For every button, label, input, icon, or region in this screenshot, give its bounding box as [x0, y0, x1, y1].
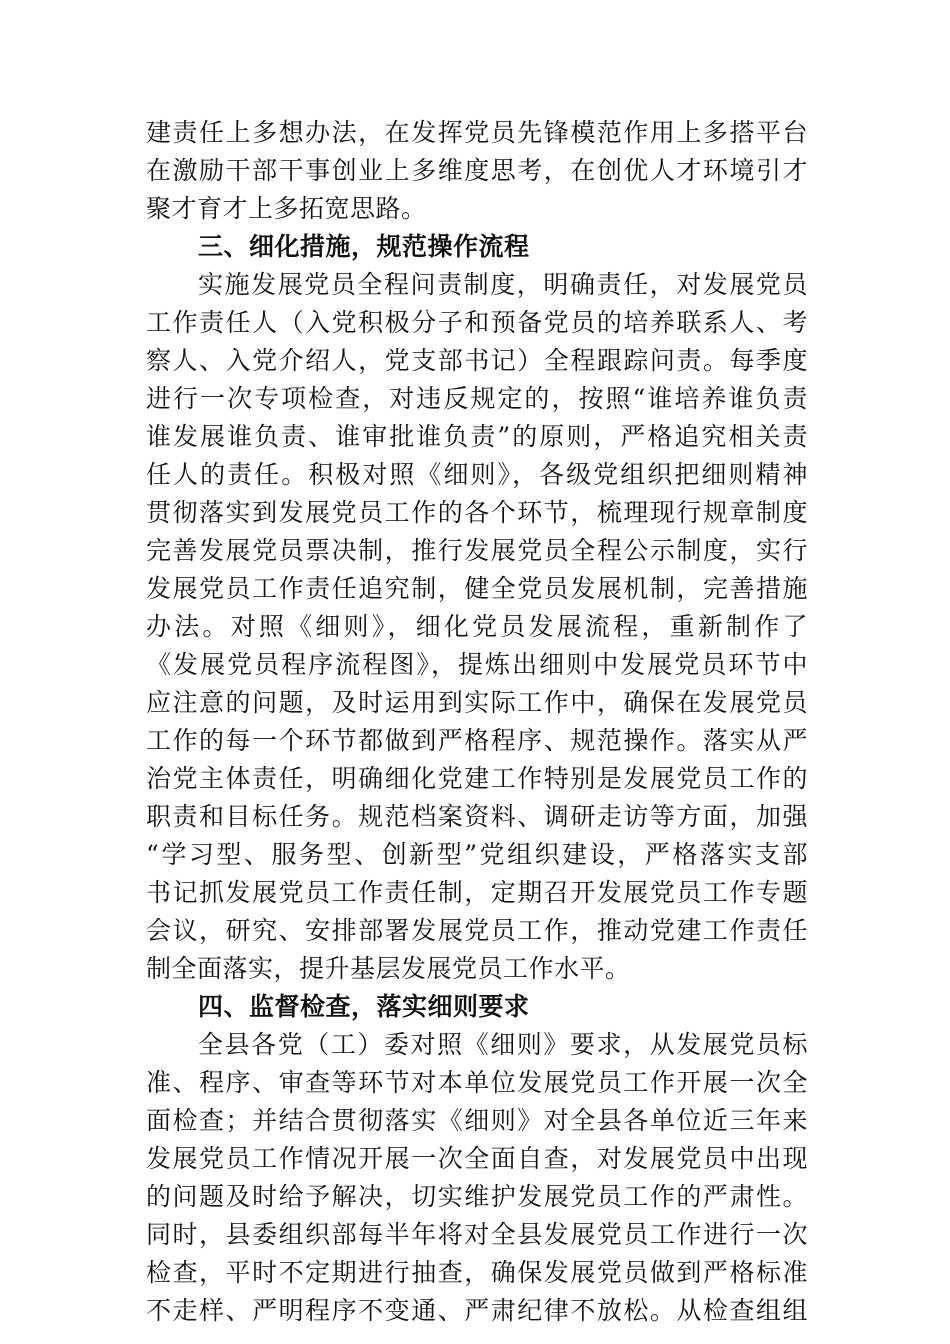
text-line: 检查，平时不定期进行抽查，确保发展党员做到严格标准: [146, 1258, 808, 1287]
text-line: 全县各党（工）委对照《细则》要求，从发展党员标: [198, 1030, 808, 1059]
text-line: 制全面落实，提升基层发展党员工作水平。: [146, 954, 631, 983]
text-line: 书记抓发展党员工作责任制，定期召开发展党员工作专题: [146, 878, 808, 907]
document-page: [146, 114, 808, 1330]
text-line: 不走样、严明程序不变通、严肃纪律不放松。从检查组组: [146, 1296, 808, 1325]
text-line: 进行一次专项检查，对违反规定的，按照“谁培养谁负责: [146, 384, 808, 413]
text-line: 任人的责任。积极对照《细则》，各级党组织把细则精神: [146, 460, 808, 489]
intro-paragraph: [146, 114, 808, 228]
text-line: 发展党员工作情况开展一次全面自查，对发展党员中出现: [146, 1144, 808, 1173]
text-line: 工作的每一个环节都做到严格程序、规范操作。落实从严: [146, 726, 808, 755]
section-4-heading: 四、监督检查，落实细则要求: [198, 992, 530, 1021]
section-3-heading: 三、细化措施，规范操作流程: [198, 232, 530, 261]
text-line: 面检查；并结合贯彻落实《细则》对全县各单位近三年来: [146, 1106, 808, 1135]
section-3-paragraph: [146, 266, 808, 988]
text-line: 察人、入党介绍人，党支部书记）全程跟踪问责。每季度: [146, 346, 808, 375]
text-line: 聚才育才上多拓宽思路。: [146, 194, 427, 223]
text-line: “学习型、服务型、创新型”党组织建设，严格落实支部: [146, 840, 808, 869]
text-line: 《发展党员程序流程图》，提炼出细则中发展党员环节中: [146, 650, 808, 679]
text-line: 应注意的问题，及时运用到实际工作中，确保在发展党员: [146, 688, 808, 717]
text-line: 同时，县委组织部每半年将对全县发展党员工作进行一次: [146, 1220, 808, 1249]
text-line: 贯彻落实到发展党员工作的各个环节，梳理现行规章制度: [146, 498, 808, 527]
text-line: 准、程序、审查等环节对本单位发展党员工作开展一次全: [146, 1068, 808, 1097]
text-line: 职责和目标任务。规范档案资料、调研走访等方面，加强: [146, 802, 808, 831]
text-line: 办法。对照《细则》，细化党员发展流程，重新制作了: [146, 612, 808, 641]
text-line: 发展党员工作责任追究制，健全党员发展机制，完善措施: [146, 574, 808, 603]
text-line: 实施发展党员全程问责制度，明确责任，对发展党员: [198, 270, 808, 299]
text-line: 会议，研究、安排部署发展党员工作，推动党建工作责任: [146, 916, 808, 945]
text-line: 完善发展党员票决制，推行发展党员全程公示制度，实行: [146, 536, 808, 565]
text-line: 谁发展谁负责、谁审批谁负责”的原则，严格追究相关责: [146, 422, 808, 451]
text-line: 建责任上多想办法，在发挥党员先锋模范作用上多搭平台: [146, 118, 808, 147]
text-line: 工作责任人（入党积极分子和预备党员的培养联系人、考: [146, 308, 808, 337]
text-line: 治党主体责任，明确细化党建工作特别是发展党员工作的: [146, 764, 808, 793]
section-4-paragraph: [146, 1026, 808, 1330]
text-line: 在激励干部干事创业上多维度思考，在创优人才环境引才: [146, 156, 808, 185]
text-line: 的问题及时给予解决，切实维护发展党员工作的严肃性。: [146, 1182, 808, 1211]
